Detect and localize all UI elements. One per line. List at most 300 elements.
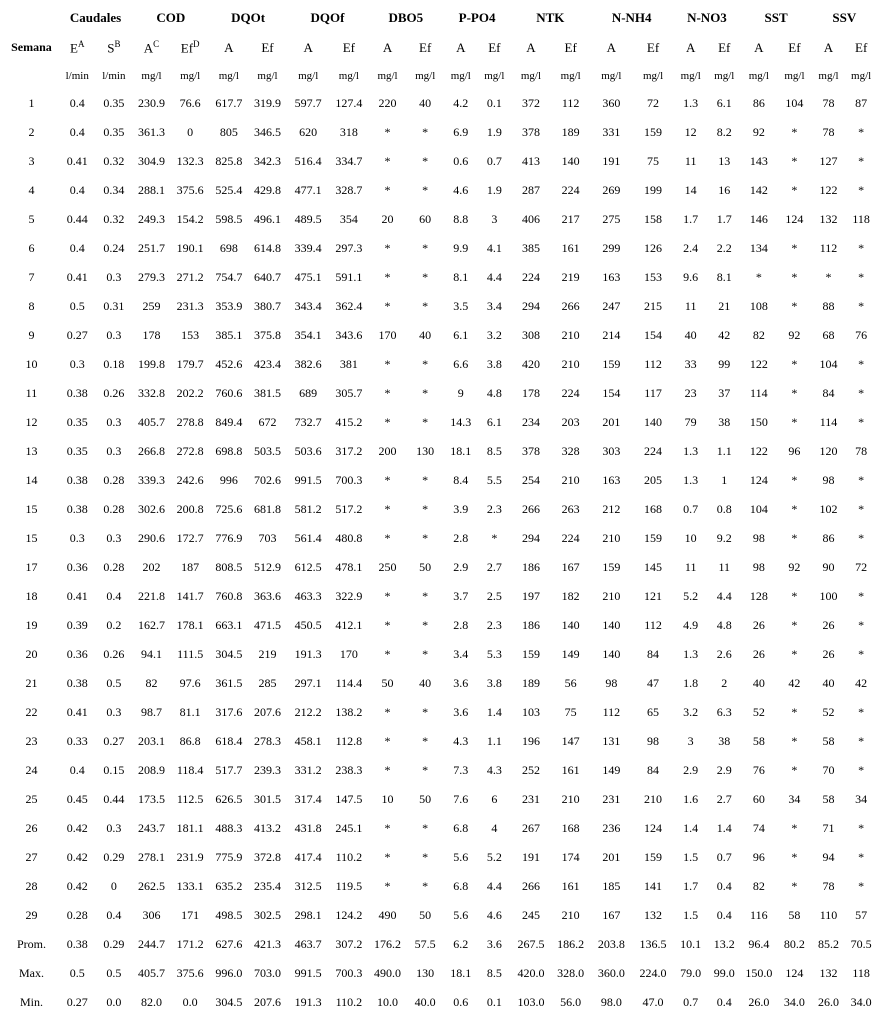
row-label-header: Semana — [11, 40, 52, 54]
group-header: SSV — [832, 10, 857, 25]
data-cell: * — [491, 531, 498, 545]
data-cell: 210 — [602, 531, 621, 545]
data-cell: 231.3 — [176, 299, 204, 313]
row-label-cell: 27 — [25, 850, 38, 864]
row-label-cell: 1 — [28, 96, 35, 110]
unit-cell: mg/l — [851, 70, 872, 82]
data-cell: 86 — [752, 96, 765, 110]
row-label-cell: 5 — [28, 212, 35, 226]
data-cell: 78 — [855, 444, 868, 458]
data-cell: 2.7 — [486, 560, 502, 574]
data-cell: 168 — [644, 502, 663, 516]
data-cell: 159 — [602, 560, 621, 574]
data-cell: 234 — [521, 415, 540, 429]
data-cell: * — [791, 270, 798, 284]
subheader-cell — [368, 32, 407, 63]
data-cell: 0.3 — [106, 415, 122, 429]
data-cell: 85.2 — [818, 937, 839, 951]
data-cell: * — [384, 821, 391, 835]
data-cell: 207.6 — [253, 705, 281, 719]
data-cell: 112.5 — [176, 792, 204, 806]
data-cell: 154 — [644, 328, 663, 342]
data-cell: 42 — [855, 676, 868, 690]
subheader-cell — [330, 32, 369, 63]
data-cell: 294 — [521, 531, 540, 545]
data-cell: 452.6 — [215, 357, 243, 371]
data-cell: 5.2 — [683, 589, 699, 603]
data-cell: 412.1 — [335, 618, 363, 632]
data-cell: * — [858, 763, 865, 777]
data-cell: 3.2 — [486, 328, 502, 342]
data-cell: 78 — [822, 125, 835, 139]
data-cell: 760.6 — [215, 386, 243, 400]
data-cell: * — [858, 183, 865, 197]
data-cell: * — [384, 647, 391, 661]
data-cell: 698 — [219, 241, 238, 255]
data-cell: 1.4 — [683, 821, 699, 835]
data-table — [4, 4, 877, 1017]
data-cell: 181.1 — [176, 821, 204, 835]
data-cell: 0.27 — [66, 995, 88, 1009]
row-label-cell: 6 — [28, 241, 35, 255]
group-header: N-NH4 — [611, 10, 652, 25]
data-cell: 245.1 — [335, 821, 363, 835]
data-cell: 4.8 — [716, 618, 732, 632]
data-cell: 97.6 — [179, 676, 201, 690]
data-cell: * — [791, 357, 798, 371]
data-cell: 617.7 — [215, 96, 243, 110]
data-cell: 2.9 — [716, 763, 732, 777]
data-cell: 512.9 — [253, 560, 281, 574]
subheader-label: Ef — [180, 40, 194, 56]
data-cell: 26 — [822, 618, 835, 632]
data-cell: 420.0 — [517, 966, 545, 980]
data-cell: 0.1 — [486, 995, 502, 1009]
data-cell: 178 — [521, 386, 540, 400]
row-label-cell: 28 — [25, 879, 38, 893]
table-row — [4, 959, 877, 988]
data-cell: 4.3 — [486, 763, 502, 777]
data-cell: 52 — [752, 705, 765, 719]
data-cell: 154.2 — [176, 212, 204, 226]
data-cell: * — [384, 618, 391, 632]
row-label-cell: 12 — [25, 415, 38, 429]
data-cell: 132 — [644, 908, 663, 922]
subheader-cell — [96, 32, 133, 63]
data-cell: 8.5 — [486, 966, 502, 980]
data-cell: 34 — [855, 792, 868, 806]
subheader-cell — [443, 32, 478, 63]
data-cell: 375.6 — [176, 183, 204, 197]
row-label-cell: Min. — [19, 995, 43, 1009]
data-cell: 381.5 — [253, 386, 281, 400]
data-cell: 306 — [142, 908, 161, 922]
data-cell: 110 — [819, 908, 838, 922]
data-cell: 8.8 — [453, 212, 469, 226]
data-cell: 299 — [602, 241, 621, 255]
data-cell: 47 — [647, 676, 660, 690]
data-cell: 130 — [416, 444, 435, 458]
data-cell: 331 — [602, 125, 621, 139]
data-cell: 224 — [561, 531, 580, 545]
data-cell: 490 — [378, 908, 397, 922]
data-cell: 385.1 — [215, 328, 243, 342]
data-cell: 1.3 — [683, 96, 699, 110]
data-cell: * — [384, 763, 391, 777]
data-cell: 120 — [819, 444, 838, 458]
data-cell: 143 — [749, 154, 768, 168]
data-cell: 304.5 — [215, 647, 243, 661]
data-cell: 385 — [521, 241, 540, 255]
unit-cell: mg/l — [450, 70, 471, 82]
data-cell: 754.7 — [215, 270, 243, 284]
data-cell: 58 — [822, 792, 835, 806]
data-cell: 0.44 — [103, 792, 125, 806]
data-cell: 214 — [602, 328, 621, 342]
data-cell: 40 — [822, 676, 835, 690]
data-cell: 372.8 — [253, 850, 281, 864]
data-cell: 78 — [822, 879, 835, 893]
data-cell: 2.3 — [486, 618, 502, 632]
subheader-cell — [590, 32, 633, 63]
group-header: DQOf — [310, 10, 345, 25]
data-cell: 224 — [644, 444, 663, 458]
data-cell: 420 — [521, 357, 540, 371]
data-cell: 142 — [749, 183, 768, 197]
data-cell: 170 — [339, 647, 358, 661]
data-cell: 1.5 — [683, 908, 699, 922]
data-cell: 278.3 — [253, 734, 281, 748]
data-cell: 133.1 — [176, 879, 204, 893]
table-row — [4, 263, 877, 292]
data-cell: * — [384, 270, 391, 284]
data-cell: 224.0 — [639, 966, 667, 980]
data-cell: 480.8 — [335, 531, 363, 545]
data-cell: 4.8 — [486, 386, 502, 400]
data-cell: 34.0 — [850, 995, 872, 1009]
data-cell: 269 — [602, 183, 621, 197]
data-cell: 372 — [521, 96, 540, 110]
data-cell: 4.2 — [453, 96, 469, 110]
data-cell: 1.7 — [683, 879, 699, 893]
data-cell: 849.4 — [215, 415, 243, 429]
data-cell: * — [384, 734, 391, 748]
data-cell: 732.7 — [294, 415, 322, 429]
data-cell: 3.6 — [453, 676, 469, 690]
data-cell: 167 — [561, 560, 580, 574]
data-cell: 235.4 — [253, 879, 281, 893]
data-cell: 103 — [521, 705, 540, 719]
data-cell: * — [422, 589, 429, 603]
data-cell: * — [791, 734, 798, 748]
data-cell: 614.8 — [253, 241, 281, 255]
data-cell: 57.5 — [414, 937, 436, 951]
data-cell: 0.3 — [106, 270, 122, 284]
data-cell: 346.5 — [253, 125, 281, 139]
row-label-cell: 13 — [25, 444, 38, 458]
data-cell: 516.4 — [294, 154, 322, 168]
data-cell: 663.1 — [215, 618, 243, 632]
data-cell: 134 — [749, 241, 768, 255]
data-cell: 503.6 — [294, 444, 322, 458]
data-cell: 140 — [602, 647, 621, 661]
data-cell: 190.1 — [176, 241, 204, 255]
subheader-superscript: D — [193, 38, 200, 49]
unit-cell: mg/l — [415, 70, 436, 82]
data-cell: 239.3 — [253, 763, 281, 777]
data-cell: 0.35 — [66, 444, 88, 458]
data-cell: 161 — [561, 763, 580, 777]
data-cell: 72 — [647, 96, 660, 110]
data-cell: 56 — [564, 676, 577, 690]
data-cell: * — [791, 154, 798, 168]
table-row — [4, 814, 877, 843]
data-cell: 42 — [718, 328, 731, 342]
data-cell: * — [858, 879, 865, 893]
data-cell: 0.42 — [66, 879, 88, 893]
data-cell: 11 — [718, 560, 731, 574]
data-cell: 421.3 — [253, 937, 281, 951]
data-cell: * — [422, 154, 429, 168]
data-cell: 703.0 — [253, 966, 281, 980]
data-cell: 0.8 — [716, 502, 732, 516]
data-cell: 210 — [561, 473, 580, 487]
data-cell: 0.29 — [103, 850, 125, 864]
data-cell: 191.3 — [294, 647, 322, 661]
data-cell: 0.5 — [69, 299, 85, 313]
data-cell: 1.6 — [683, 792, 699, 806]
data-cell: 635.2 — [215, 879, 243, 893]
data-cell: 52 — [822, 705, 835, 719]
row-label-cell: 8 — [28, 299, 35, 313]
data-cell: 266 — [521, 879, 540, 893]
row-label-cell: 19 — [25, 618, 38, 632]
data-cell: 297.3 — [335, 241, 363, 255]
data-cell: 332.8 — [137, 386, 165, 400]
data-cell: 112 — [602, 705, 621, 719]
data-cell: 0.38 — [66, 676, 88, 690]
data-cell: * — [858, 618, 865, 632]
data-cell: 991.5 — [294, 473, 322, 487]
data-cell: 6.8 — [453, 821, 469, 835]
data-cell: 13 — [718, 154, 731, 168]
subheader-label: Ef — [855, 39, 868, 55]
data-cell: 179.7 — [176, 357, 204, 371]
data-cell: 178.1 — [176, 618, 204, 632]
data-cell: 126 — [644, 241, 663, 255]
subheader-cell — [812, 32, 846, 63]
data-cell: 87 — [855, 96, 868, 110]
data-cell: * — [791, 241, 798, 255]
data-cell: 301.5 — [253, 792, 281, 806]
data-cell: 0.27 — [103, 734, 125, 748]
row-label-cell: 2 — [28, 125, 35, 139]
data-cell: 279.3 — [137, 270, 165, 284]
units-corner — [4, 63, 59, 89]
data-cell: 21 — [718, 299, 731, 313]
data-cell: * — [384, 386, 391, 400]
data-cell: * — [384, 850, 391, 864]
data-cell: 11 — [684, 299, 697, 313]
unit-cell: mg/l — [642, 70, 664, 82]
subheader-label: Ef — [718, 39, 731, 55]
data-cell: 219 — [561, 270, 580, 284]
data-cell: 3.2 — [683, 705, 699, 719]
data-cell: 224 — [521, 270, 540, 284]
row-label-cell: 14 — [25, 473, 38, 487]
data-cell: 489.5 — [294, 212, 322, 226]
data-cell: 0.35 — [103, 125, 125, 139]
data-cell: 0.1 — [486, 96, 502, 110]
data-cell: 112 — [644, 618, 662, 632]
data-cell: 82.0 — [140, 995, 162, 1009]
data-cell: 76 — [752, 763, 765, 777]
data-cell: 173.5 — [137, 792, 165, 806]
data-cell: * — [384, 299, 391, 313]
table-row — [4, 988, 877, 1017]
data-cell: 231 — [521, 792, 540, 806]
data-cell: 98.7 — [140, 705, 162, 719]
data-cell: * — [791, 850, 798, 864]
data-cell: 561.4 — [294, 531, 322, 545]
data-cell: 0.4 — [716, 995, 732, 1009]
data-cell: 210 — [561, 357, 580, 371]
data-cell: 0.36 — [66, 647, 88, 661]
data-cell: 339.3 — [137, 473, 165, 487]
data-cell: 2.8 — [453, 531, 469, 545]
data-cell: 4.6 — [486, 908, 502, 922]
data-cell: 94 — [822, 850, 835, 864]
data-cell: 1.3 — [683, 647, 699, 661]
data-cell: 202 — [142, 560, 161, 574]
data-cell: 808.5 — [215, 560, 243, 574]
data-cell: * — [384, 473, 391, 487]
data-cell: 776.9 — [215, 531, 243, 545]
data-cell: 208.9 — [137, 763, 165, 777]
row-label-cell: 26 — [25, 821, 38, 835]
data-cell: 620 — [299, 125, 318, 139]
data-cell: 200 — [378, 444, 397, 458]
table-row — [4, 437, 877, 466]
data-cell: 251.7 — [137, 241, 165, 255]
data-cell: 74 — [752, 821, 765, 835]
subheader-cell — [478, 32, 511, 63]
data-cell: 186 — [521, 560, 540, 574]
unit-cell: l/min — [102, 70, 126, 82]
data-cell: 581.2 — [294, 502, 322, 516]
data-cell: 124 — [644, 821, 663, 835]
data-cell: 1 — [721, 473, 728, 487]
data-cell: * — [384, 154, 391, 168]
data-cell: 303 — [602, 444, 621, 458]
data-cell: * — [858, 734, 865, 748]
data-cell: 3 — [491, 212, 498, 226]
row-label-cell: Max. — [18, 966, 44, 980]
data-cell: 361.5 — [215, 676, 243, 690]
data-cell: 50 — [419, 792, 432, 806]
data-cell: 9 — [457, 386, 464, 400]
data-cell: 81.1 — [179, 705, 201, 719]
table-header — [4, 4, 877, 89]
data-cell: 130 — [416, 966, 435, 980]
data-cell: 10.0 — [377, 995, 399, 1009]
data-cell: * — [858, 821, 865, 835]
data-cell: 50 — [381, 676, 394, 690]
data-cell: 201 — [602, 415, 621, 429]
data-cell: 150.0 — [745, 966, 773, 980]
data-cell: 0.4 — [69, 183, 85, 197]
data-cell: 118 — [852, 212, 870, 226]
data-cell: 0.4 — [716, 879, 732, 893]
data-cell: * — [791, 821, 798, 835]
data-cell: 503.5 — [253, 444, 281, 458]
unit-cell: mg/l — [338, 70, 359, 82]
data-cell: * — [384, 415, 391, 429]
data-cell: * — [384, 879, 391, 893]
group-header: COD — [156, 10, 186, 25]
data-cell: 244.7 — [137, 937, 165, 951]
data-cell: 119.5 — [335, 879, 363, 893]
data-cell: * — [858, 415, 865, 429]
data-cell: 0.3 — [106, 531, 122, 545]
data-cell: * — [825, 270, 832, 284]
data-cell: 26.0 — [748, 995, 770, 1009]
table-row — [4, 727, 877, 756]
data-cell: 210 — [644, 792, 663, 806]
subheader-cell — [708, 32, 741, 63]
data-cell: 98 — [822, 473, 835, 487]
group-header: DBO5 — [388, 10, 424, 25]
data-cell: 8.1 — [453, 270, 469, 284]
data-cell: 3.8 — [486, 357, 502, 371]
subheader-label: S — [107, 40, 115, 56]
table-row — [4, 901, 877, 930]
corner-cell — [4, 4, 59, 32]
data-cell: 362.4 — [335, 299, 363, 313]
data-cell: 159 — [644, 850, 663, 864]
data-cell: 132 — [819, 212, 838, 226]
data-cell: 114 — [750, 386, 768, 400]
data-cell: 121 — [644, 589, 663, 603]
subheader-label: Ef — [646, 39, 660, 55]
subheader-label: A — [456, 39, 466, 55]
data-cell: 5.6 — [453, 850, 469, 864]
data-cell: * — [858, 357, 865, 371]
data-cell: 488.3 — [215, 821, 243, 835]
data-cell: 0.4 — [106, 589, 122, 603]
unit-cell: mg/l — [560, 70, 581, 82]
data-cell: 0.2 — [106, 618, 122, 632]
row-label-cell: 24 — [25, 763, 38, 777]
data-cell: 702.6 — [253, 473, 281, 487]
subheader-label: A — [823, 39, 834, 55]
data-cell: 380.7 — [253, 299, 281, 313]
subheader-cell — [132, 32, 171, 63]
data-cell: 18.1 — [450, 444, 472, 458]
table-row — [4, 118, 877, 147]
data-cell: 4.3 — [453, 734, 469, 748]
data-cell: 70.5 — [850, 937, 872, 951]
subheader-cell — [551, 32, 590, 63]
data-cell: 6.3 — [716, 705, 732, 719]
data-cell: 339.4 — [294, 241, 322, 255]
data-cell: 75 — [564, 705, 577, 719]
data-cell: 1.7 — [716, 212, 732, 226]
data-cell: 145 — [644, 560, 663, 574]
data-cell: 0.42 — [66, 850, 88, 864]
data-cell: 0.31 — [103, 299, 125, 313]
data-cell: 201 — [602, 850, 621, 864]
